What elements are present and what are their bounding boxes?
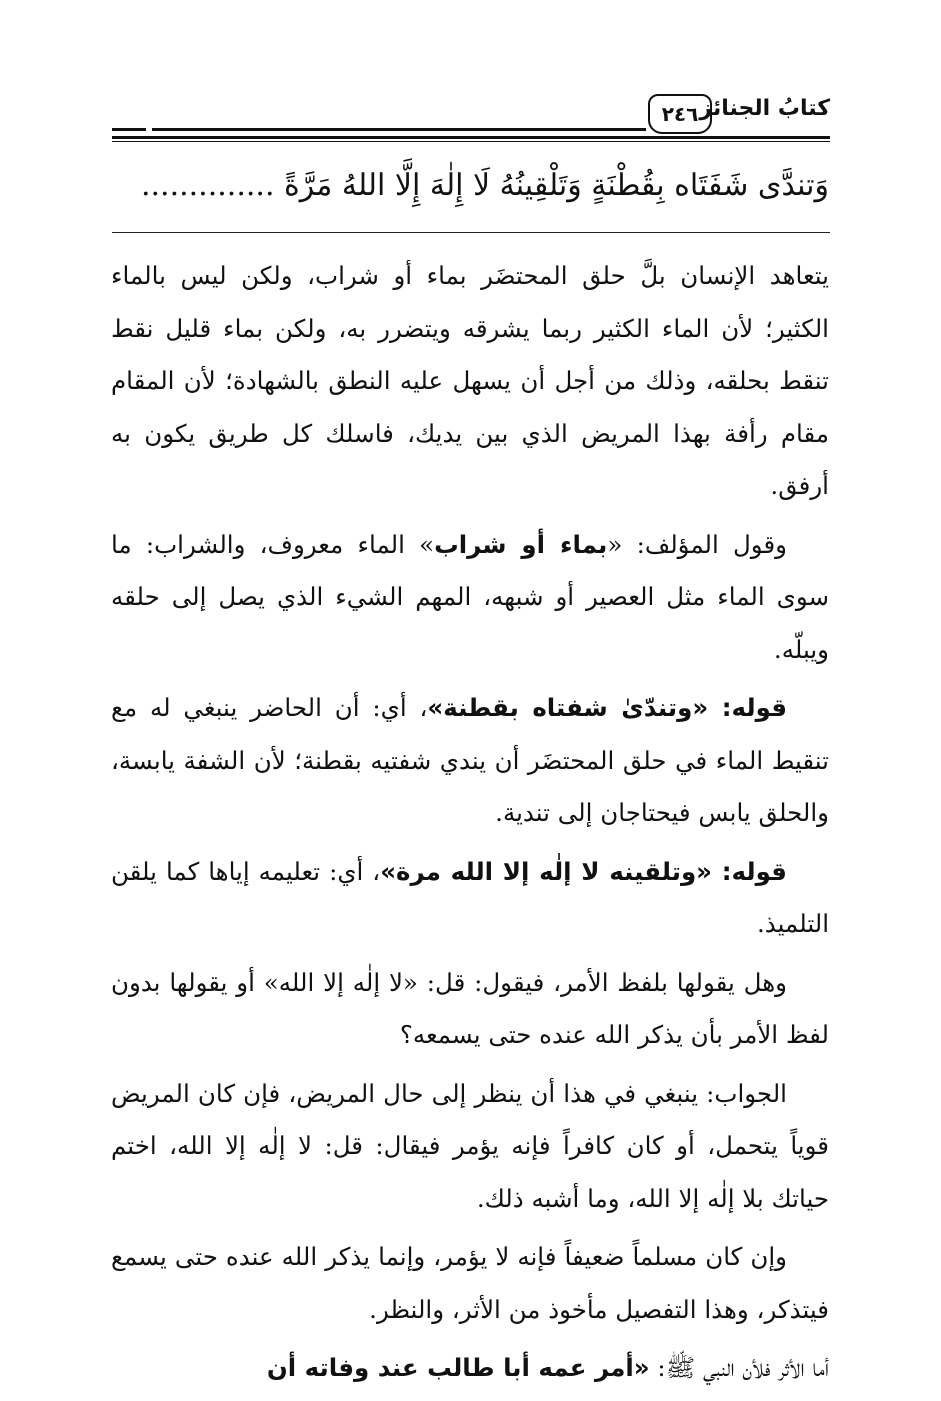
paragraph-7: وإن كان مسلماً ضعيفاً فإنه لا يؤمر، وإنما يذكر الله عنده حتى يسمع فيتذكر، وهذا التفصيل مأخوذ من الأثر، والنظر. (111, 1242, 829, 1324)
paragraph-3-bold: «وتندّىٰ شفتاه بقطنة» (427, 693, 722, 722)
paragraph-3 (111, 682, 829, 840)
header-rule-left (112, 128, 146, 131)
paragraph-2-bold: بماء أو شراب (434, 529, 608, 559)
paragraph-2 (111, 519, 829, 677)
matn-separator (112, 232, 830, 233)
paragraph-4 (111, 846, 829, 951)
paragraph-6: الجواب: ينبغي في هذا أن ينظر إلى حال المريض، فإن كان المريض قوياً يتحمل، أو كان كافراً فإنه يؤمر فيقال: قل: لا إلٰه إلا الله، اختم حياتك بلا إلٰه إلا الله، وما أشبه ذلك. (111, 1078, 829, 1213)
header-rule-thin (112, 141, 830, 142)
paragraph-4-label: قوله: (721, 856, 787, 886)
paragraph-1: يتعاهد الإنسان بلَّ حلق المحتضَر بماء أو شراب، ولكن ليس بالماء الكثير؛ لأن الماء الكثير ربما يشرقه ويتضرر به، ولكن بماء قليل نقط تنقط بحلقه، وذلك من أجل أن يسهل عليه النطق بالشهادة؛ لأن المقام مقام رأفة بهذا المريض الذي بين يديك، فاسلك كل طريق يكون به أرفق. (111, 261, 829, 500)
paragraph-8-part1: أما الأثر فلأن النبي ﷺ: (649, 1353, 829, 1382)
paragraph-5: وهل يقولها بلفظ الأمر، فيقول: قل: «لا إلٰه إلا الله» أو يقولها بدون لفظ الأمر بأن يذكر الله عنده حتى يسمعه؟ (111, 967, 829, 1049)
paragraph-4-rest: ، أي: تعليمه إياها كما يلقن التلميذ. (111, 856, 829, 938)
body-text (111, 250, 829, 1401)
header-rule-thick (112, 136, 830, 139)
paragraph-8-bold: «أمر عمه أبا طالب عند وفاته أن (266, 1353, 650, 1382)
header-rule-middle (152, 128, 646, 131)
book-title: كتابُ الجنائز (699, 96, 830, 121)
paragraph-2-part1: وقول المؤلف: « (607, 529, 787, 559)
paragraph-8 (111, 1342, 829, 1395)
paragraph-4-bold: «وتلقينه لا إلٰه إلا الله مرة» (380, 856, 722, 886)
page-number: ٢٤٦ (648, 94, 712, 134)
paragraph-3-rest: ، أي: أن الحاضر ينبغي له مع تنقيط الماء في حلق المحتضَر أن يندي شفتيه بقطنة؛ لأن الشفة يابسة، والحلق يابس فيحتاجان إلى تندية. (111, 693, 829, 827)
matn-line: وَتندَّى شَفَتَاه بِقُطْنَةٍ وَتَلْقِينُهُ لَا إِلٰهَ إِلَّا اللهُ مَرَّةً .............. (140, 168, 829, 203)
paragraph-3-label: قوله: (721, 693, 787, 722)
paragraph-2-part2: » الماء معروف، والشراب: ما سوى الماء مثل العصير أو شبهه، المهم الشيء الذي يصل إلى حلقه ويبلّه. (111, 529, 829, 664)
page-header (112, 92, 830, 142)
